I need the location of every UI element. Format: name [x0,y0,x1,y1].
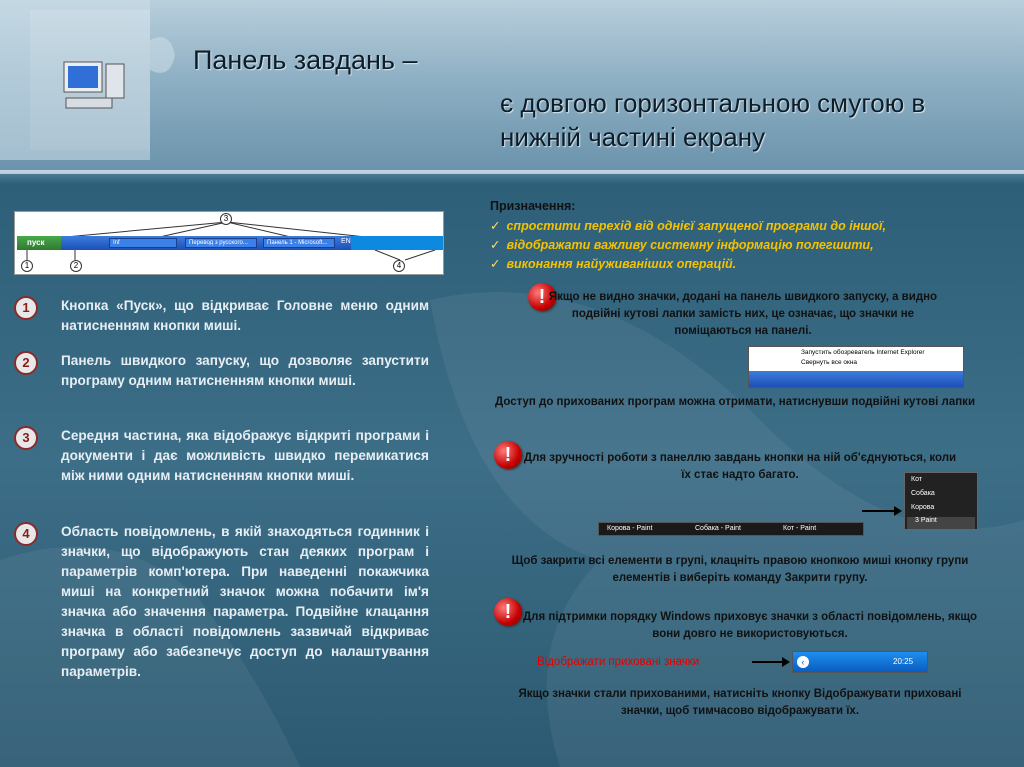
callout-1: 1 [21,260,33,272]
taskbar-strip [17,236,443,250]
arrow-icon [752,657,790,667]
quick-launch-screenshot [748,346,964,388]
item-number: 1 [14,296,38,320]
menu-item: Запустить обозреватель Internet Explorer [801,349,925,356]
list-item [14,351,434,415]
start-button: пуск [17,236,61,250]
show-hidden-button: ‹ [797,656,809,668]
tray-area [351,236,443,250]
note-grouping: Для зручності роботи з панеллю завдань кнопки на ній об'єднуються, коли їх стає надто багато. [523,452,957,481]
language-indicator: EN [341,238,351,245]
tray-screenshot [792,651,928,673]
list-item [14,296,434,340]
arrow-icon [862,506,902,516]
note-hide-icons: Для підтримки порядку Windows приховує значки з області повідомлень, якщо вони довго не використовуються. [522,611,977,640]
note-hidden-access: Доступ до прихованих програм можна отримати, натиснувши подвійні кутові лапки [494,396,976,408]
computer-icon [60,58,130,114]
check-icon: ✓ [490,219,501,233]
purpose-bullet [490,256,736,271]
bullet-text: відображати важливу системну інформацію полегшити, [506,238,874,252]
taskbar-button: Перевод з русского... [185,238,257,248]
taskbar-button: Собака - Paint [695,525,741,532]
show-hidden-icons-label: Відображати приховані значки [537,656,700,668]
list-item [14,522,434,706]
item-text: Кнопка «Пуск», що відкриває Головне меню одним натисненням кнопки миші. [61,298,429,333]
warning-icon: ! [494,441,522,469]
check-icon: ✓ [490,238,501,252]
check-icon: ✓ [490,257,501,271]
note-close-group: Щоб закрити всі елементи в групі, клацніть правою кнопкою миші кнопку групи елементів і виберіть команду Закрити групу. [511,555,969,584]
title-line1: Панель завдань – [193,45,418,75]
menu-item: Свернуть все окна [801,359,858,366]
callout-2: 2 [70,260,82,272]
taskbar-strip [749,371,963,387]
tray-clock: 20:25 [893,657,914,666]
item-text: Панель швидкого запуску, що дозволяє запустити програму одним натисненням кнопки миші. [61,353,429,388]
bullet-text: виконання найуживаніших операцій. [506,257,737,271]
taskbar-button: Кот - Paint [783,525,817,532]
item-number: 4 [14,522,38,546]
item-text: Середня частина, яка відображує відкриті програми і документи і дає можливість швидко перемикатися між ними одним натисненням кнопки миші. [61,428,429,483]
menu-item: Корова [911,504,935,511]
menu-item: Собака [911,490,935,497]
purpose-bullet [490,237,874,252]
bullet-text: спростити перехід від однієї запущеної програми до іншої, [506,219,886,233]
title-line2: є довгою горизонтальною смугою в нижній частині екрану [500,88,926,152]
item-number: 3 [14,426,38,450]
taskbar-button: Панель 1 - Microsoft... [263,238,335,248]
note-quick-launch: Якщо не видно значки, додані на панель швидкого запуску, а видно подвійні кутові лапки замість них, це означає, що значки не поміщаються на панелі. [548,291,938,337]
warning-icon: ! [528,283,556,311]
callout-3: 3 [220,213,232,225]
item-text: Область повідомлень, в якій знаходяться годинник і значки, що відображують стан деяких програм і параметрів комп'ютера. При наведенні покажчика миші на конкретний значок можна побачити ім'я значка або значення параметра. Подвійне клацання значка в області повідомлень зазвичай відкриває програму або забезпечує доступ до налаштування параметрів. [61,524,429,679]
taskbar-illustration [14,211,444,275]
menu-item: Кот [911,476,923,483]
callout-4: 4 [393,260,405,272]
group-button: 3 Paint [907,517,975,529]
list-item [14,426,434,510]
grouped-taskbar-screenshot [598,522,864,536]
taskbar-button: Inf [109,238,177,248]
item-number: 2 [14,351,38,375]
group-menu-screenshot [904,472,978,530]
note-show-hidden: Якщо значки стали прихованими, натисніть кнопку Відображувати приховані значки, щоб тимчасово відображувати їх. [518,688,962,717]
warning-icon: ! [494,598,522,626]
purpose-heading: Призначення: [490,199,576,213]
header-divider [0,170,1024,174]
taskbar-button: Корова - Paint [607,525,653,532]
purpose-bullet [490,218,886,233]
